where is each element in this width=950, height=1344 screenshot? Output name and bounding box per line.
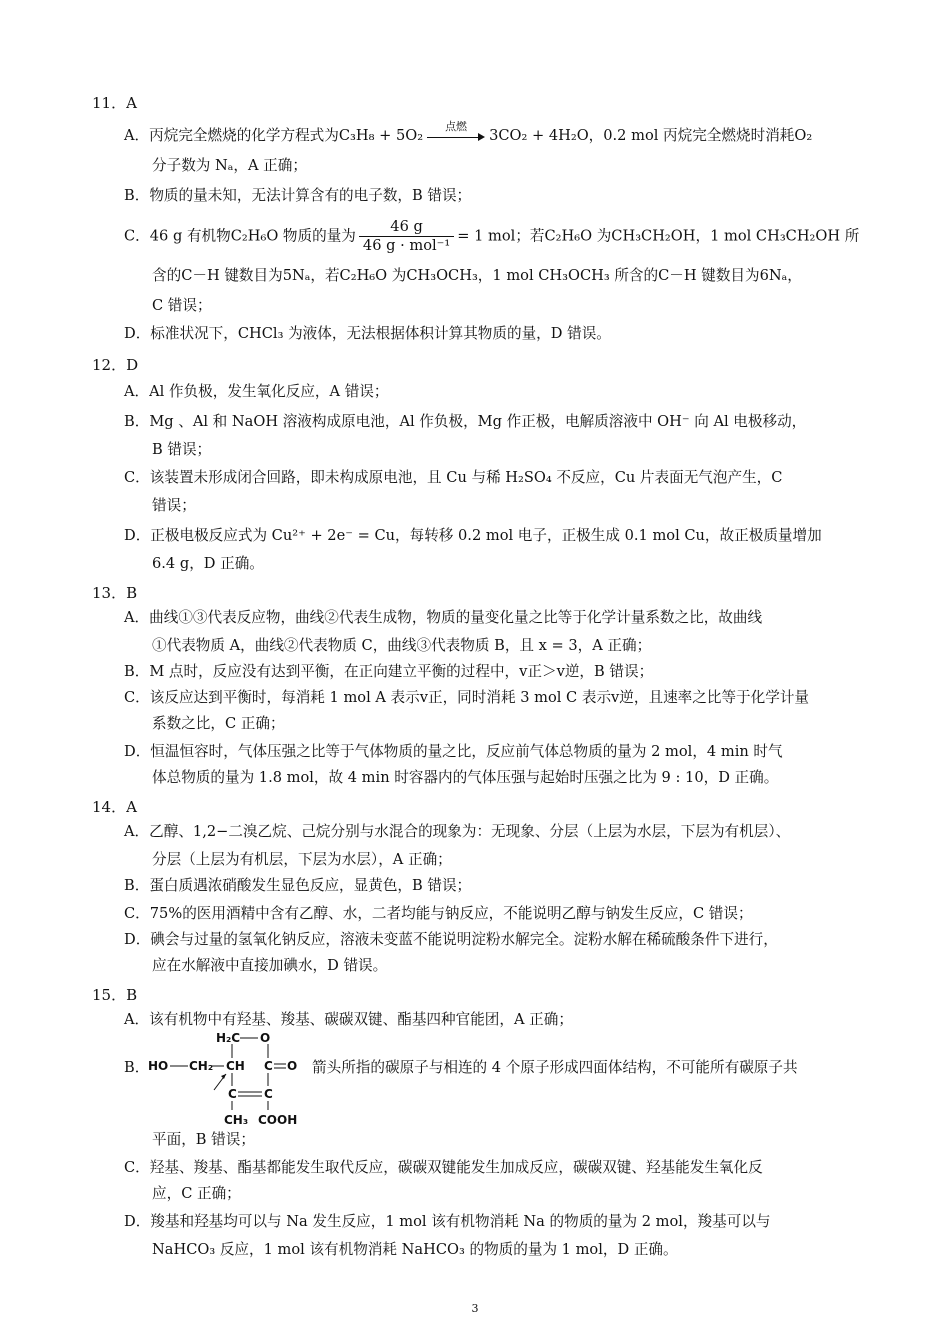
q15-option-d-line2: NaHCO₃ 反应，1 mol 该有机物消耗 NaHCO₃ 的物质的量为 1 mol，D 正确。 <box>152 1241 678 1258</box>
reaction-arrow-icon <box>427 120 485 143</box>
q11-option-d: D．标准状况下，CHCl₃ 为液体，无法根据体积计算其物质的量，D 错误。 <box>124 325 611 342</box>
q15-option-b-label: B． <box>124 1059 150 1076</box>
q15-option-b-line2: 平面，B 错误； <box>152 1131 255 1148</box>
q11-option-a-line2: 分子数为 Nₐ，A 正确； <box>152 157 307 174</box>
q12-option-b-line1: B．Mg 、Al 和 NaOH 溶液构成原电池，Al 作负极，Mg 作正极，电解质溶液中 OH⁻ 向 Al 电极移动， <box>124 413 807 430</box>
q11-option-c-line2: 含的C－H 键数目为5Nₐ，若C₂H₆O 为CH₃OCH₃，1 mol CH₃OCH₃ 所含的C－H 键数目为6Nₐ， <box>152 267 802 284</box>
q13-option-d-line1: D．恒温恒容时，气体压强之比等于气体物质的量之比，反应前气体总物质的量为 2 mol，4 min 时气 <box>124 743 783 760</box>
q12-option-a: A．Al 作负极，发生氧化反应，A 错误； <box>124 383 389 400</box>
q14-option-a-line2: 分层（上层为有机层，下层为水层），A 正确； <box>152 851 452 868</box>
q11-option-c-line1 <box>124 218 859 255</box>
q11-option-c-line3: C 错误； <box>152 297 212 314</box>
question-12-head: 12．D <box>92 356 139 374</box>
mol-ch3: CH₃ <box>224 1113 249 1126</box>
q13-option-a-line2: ①代表物质 A，曲线②代表物质 C，曲线③代表物质 B，且 x = 3，A 正确； <box>152 637 652 654</box>
mol-ch: CH <box>226 1059 245 1073</box>
mol-c3: C <box>228 1087 237 1101</box>
question-13-head: 13．B <box>92 584 138 602</box>
q13-option-c-line1: C．该反应达到平衡时，每消耗 1 mol A 表示v正，同时消耗 3 mol C 表示v逆，且速率之比等于化学计量 <box>124 689 810 706</box>
mol-o1: O <box>260 1031 271 1045</box>
q13-option-a-line1: A．曲线①③代表反应物，曲线②代表生成物，物质的量变化量之比等于化学计量系数之比，故曲线 <box>124 609 763 626</box>
q15-option-c-line2: 应，C 正确； <box>152 1185 241 1202</box>
question-14-head: 14．A <box>92 798 137 816</box>
q12-option-c-line2: 错误； <box>152 497 196 514</box>
q13-option-b: B．M 点时，反应没有达到平衡，在正向建立平衡的过程中，v正＞v逆，B 错误； <box>124 663 654 680</box>
q14-option-c: C．75%的医用酒精中含有乙醇、水，二者均能与钠反应，不能说明乙醇与钠发生反应，C 错误； <box>124 905 753 922</box>
q14-option-a-line1: A．乙醇、1,2−二溴乙烷、己烷分别与水混合的现象为：无现象、分层（上层为水层，下层为有机层）、 <box>124 823 791 840</box>
mol-ho: HO <box>148 1059 169 1073</box>
mol-o2: O <box>287 1059 298 1073</box>
q15-option-d-line1: D．羧基和羟基均可以与 Na 发生反应，1 mol 该有机物消耗 Na 的物质的量为 2 mol，羧基可以与 <box>124 1213 771 1230</box>
q13-option-c-line2: 系数之比，C 正确； <box>152 715 285 732</box>
q13-option-d-line2: 体总物质的量为 1.8 mol，故 4 min 时容器内的气体压强与起始时压强之比为 9 : 10，D 正确。 <box>152 769 779 786</box>
question-15-head: 15．B <box>92 986 138 1004</box>
q11-c-pre: C．46 g 有机物C₂H₆O 物质的量为 <box>124 227 356 245</box>
q11-option-b: B．物质的量未知，无法计算含有的电子数，B 错误； <box>124 187 472 204</box>
mol-c4: C <box>264 1087 273 1101</box>
q11-c-post: = 1 mol；若C₂H₆O 为CH₃CH₂OH，1 mol CH₃CH₂OH 所 <box>457 227 860 245</box>
mol-cooh: COOH <box>258 1113 298 1126</box>
fraction-denominator: 46 g · mol⁻¹ <box>362 237 451 254</box>
q12-option-c-line1: C．该装置未形成闭合回路，即未构成原电池，且 Cu 与稀 H₂SO₄ 不反应，Cu 片表面无气泡产生，C <box>124 469 783 486</box>
q14-option-b: B．蛋白质遇浓硝酸发生显色反应，显黄色，B 错误； <box>124 877 472 894</box>
mol-c-carbonyl: C <box>264 1059 273 1073</box>
structural-formula <box>146 1030 308 1126</box>
mol-h2c: H₂C <box>216 1031 241 1045</box>
q11-option-a-line1 <box>124 120 813 146</box>
q12-option-b-line2: B 错误； <box>152 441 212 458</box>
question-11-head: 11．A <box>92 94 137 112</box>
q11-a-post: 3CO₂ + 4H₂O，0.2 mol 丙烷完全燃烧时消耗O₂ <box>489 127 813 144</box>
reaction-condition: 点燃 <box>445 120 468 133</box>
q14-option-d-line1: D．碘会与过量的氢氧化钠反应，溶液未变蓝不能说明淀粉水解完全。淀粉水解在稀硫酸条件下进行， <box>124 931 778 948</box>
q11-a-pre: A．丙烷完全燃烧的化学方程式为C₃H₈ + 5O₂ <box>124 127 424 144</box>
q15-option-c-line1: C．羟基、羧基、酯基都能发生取代反应，碳碳双键能发生加成反应，碳碳双键、羟基能发生氧化反 <box>124 1159 763 1176</box>
q14-option-d-line2: 应在水解液中直接加碘水，D 错误。 <box>152 957 388 974</box>
fraction-numerator: 46 g <box>359 218 454 237</box>
q15-option-a: A．该有机物中有羟基、羧基、碳碳双键、酯基四种官能团，A 正确； <box>124 1011 573 1028</box>
mol-ch2: CH₂ <box>189 1059 214 1073</box>
page-number: 3 <box>471 1302 479 1315</box>
q15-option-b-text: 箭头所指的碳原子与相连的 4 个原子形成四面体结构，不可能所有碳原子共 <box>312 1059 798 1076</box>
q12-option-d-line2: 6.4 g，D 正确。 <box>152 555 264 572</box>
q12-option-d-line1: D．正极电极反应式为 Cu²⁺ + 2e⁻ = Cu，每转移 0.2 mol 电子，正极生成 0.1 mol Cu，故正极质量增加 <box>124 527 822 544</box>
fraction <box>359 218 454 255</box>
